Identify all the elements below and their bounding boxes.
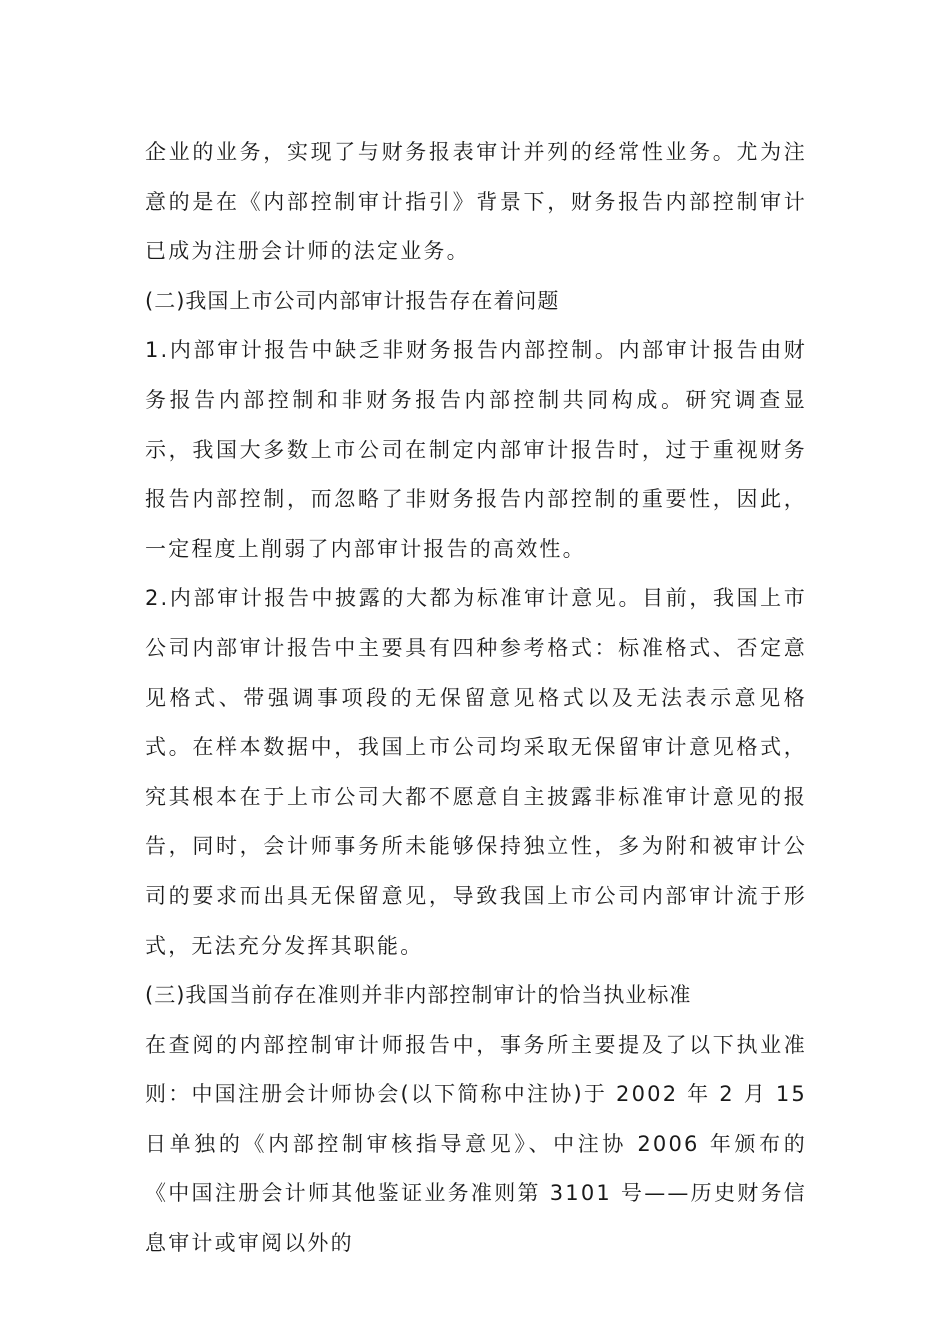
document-body (145, 128, 807, 1269)
section-heading-3: (三)我国当前存在准则并非内部控制审计的恰当执业标准 (145, 983, 692, 1008)
paragraph-point-1: 1.内部审计报告中缺乏非财务报告内部控制。内部审计报告由财务报告内部控制和非财务报告内部控制共同构成。研究调查显示，我国大多数上市公司在制定内部审计报告时，过于重视财务报告内部控制，而忽略了非财务报告内部控制的重要性，因此，一定程度上削弱了内部审计报告的高效性。 (145, 338, 807, 561)
paragraph-intro-continuation: 企业的业务，实现了与财务报表审计并列的经常性业务。尤为注意的是在《内部控制审计指引》背景下，财务报告内部控制审计已成为注册会计师的法定业务。 (145, 140, 807, 264)
section-heading-2: (二)我国上市公司内部审计报告存在着问题 (145, 288, 560, 313)
paragraph-standards: 在查阅的内部控制审计师报告中，事务所主要提及了以下执业准则：中国注册会计师协会(以下简称中注协)于 2002 年 2 月 15 日单独的《内部控制审核指导意见》、中注协 2006 年颁布的《中国注册会计师其他鉴证业务准则第 3101 号——历史财务信息审计或审阅以外的 (145, 1032, 807, 1256)
paragraph-point-2: 2.内部审计报告中披露的大都为标准审计意见。目前，我国上市公司内部审计报告中主要具有四种参考格式：标准格式、否定意见格式、带强调事项段的无保留意见格式以及无法表示意见格式。在样本数据中，我国上市公司均采取无保留审计意见格式，究其根本在于上市公司大都不愿意自主披露非标准审计意见的报告，同时，会计师事务所未能够保持独立性，多为附和被审计公司的要求而出具无保留意见，导致我国上市公司内部审计流于形式，无法充分发挥其职能。 (145, 586, 807, 958)
